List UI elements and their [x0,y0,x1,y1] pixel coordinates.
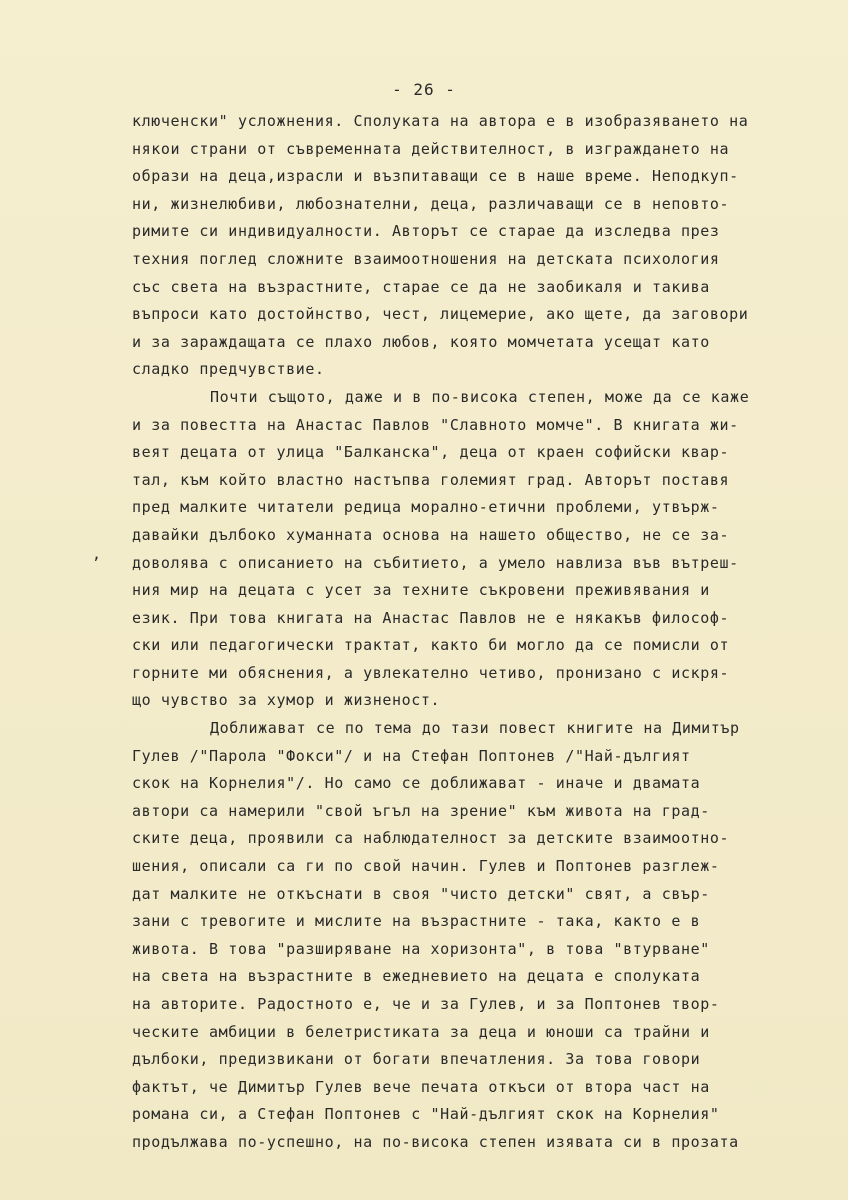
text-line: със света на възрастните, старае се да не заобикаля и такива [132,277,710,296]
text-line: давайки дълбоко хуманната основа на нашето общество, не се за- [132,525,730,544]
text-line: ческите амбиции в белетристиката за деца и юноши са трайни и [132,1022,710,1041]
text-line: ния мир на децата с усет за техните съкровени преживявания и [132,581,710,600]
text-line: дълбоки, предизвикани от богати впечатления. За това говори [132,1050,701,1069]
text-line: фактът, че Димитър Гулев вече печата откъси от втора част на [132,1077,710,1096]
text-line: веят децата от улица "Балканска", деца от краен софийски квар- [132,443,730,462]
text-line: римите си индивидуалности. Авторът се старае да изследва през [132,222,720,241]
text-line: живота. В това "разширяване на хоризонта", в това "втурване" [132,939,710,958]
margin-mark: , [92,545,102,563]
text-line: ски или педагогически трактат, както би могло да се помисли от [132,636,730,655]
text-line: горните ми обяснения, а увлекателно четиво, пронизано с искря- [132,663,730,682]
text-line: Почти същото, даже и в по-висока степен, може да се каже [210,387,750,406]
text-line: ключенски" усложнения. Сполуката на автора е в изобразяването на [132,112,749,130]
text-line: на авторите. Радостното е, че и за Гулев, и за Поптонев твор- [132,995,720,1013]
text-line: дат малките не откъснати в своя "чисто детски" свят, а свър- [132,884,710,903]
page-number: - 26 - [392,80,456,99]
text-line: ни, жизнелюбиви, любознателни, деца, различаващи се в неповто- [132,194,730,213]
text-line: романа си, а Стефан Поптонев с "Най-дългият скок на Корнелия" [132,1105,720,1124]
text-line: Гулев /"Парола "Фокси"/ и на Стефан Поптонев /"Най-дългият [132,746,691,765]
text-line: тал, към който властно настъпва големият град. Авторът поставя [132,470,730,489]
text-line: някои страни от съвременната действителност, в изграждането на [132,139,730,158]
text-line: и за зараждащата се плахо любов, която момчетата усещат като [132,332,710,351]
text-line: що чувство за хумор и жизненост. [132,691,441,710]
text-line: автори са намерили "свой ъгъл на зрение" към живота на град- [132,801,710,820]
text-line: на света на възрастните в ежедневието на децата е сполуката [132,967,701,986]
text-line: пред малките читатели редица морално-етични проблеми, утвърж- [132,498,720,517]
text-line: въпроси като достойнство, чест, лицемерие, ако щете, да заговори [132,305,749,324]
text-line: техния поглед сложните взаимоотношения на детската психология [132,249,720,268]
text-line: Доближават се по тема до тази повест книгите на Димитър [210,719,740,738]
text-line: продължава по-успешно, на по-висока степен изявата си в прозата [132,1132,739,1151]
text-line: ските деца, проявили са наблюдателност за детските взаимоотно- [132,829,730,848]
text-line: скок на Корнелия"/. Но само се доближават - иначе и двамата [132,774,701,793]
text-line: език. При това книгата на Анастас Павлов не е някакъв философ- [132,608,730,627]
text-line: доволява с описанието на събитието, а умело навлиза във вътреш- [132,553,739,572]
body-text [132,108,832,1157]
text-line: и за повестта на Анастас Павлов "Славното момче". В книгата жи- [132,415,739,434]
text-line: образи на деца,израсли и възпитаващи се в наше време. Неподкуп- [132,167,739,186]
text-line: шения, описали са ги по свой начин. Гулев и Поптонев разглеж- [132,857,720,876]
text-line: зани с тревогите и мислите на възрастните - така, както е в [132,912,701,931]
text-line: сладко предчувствие. [132,360,325,379]
